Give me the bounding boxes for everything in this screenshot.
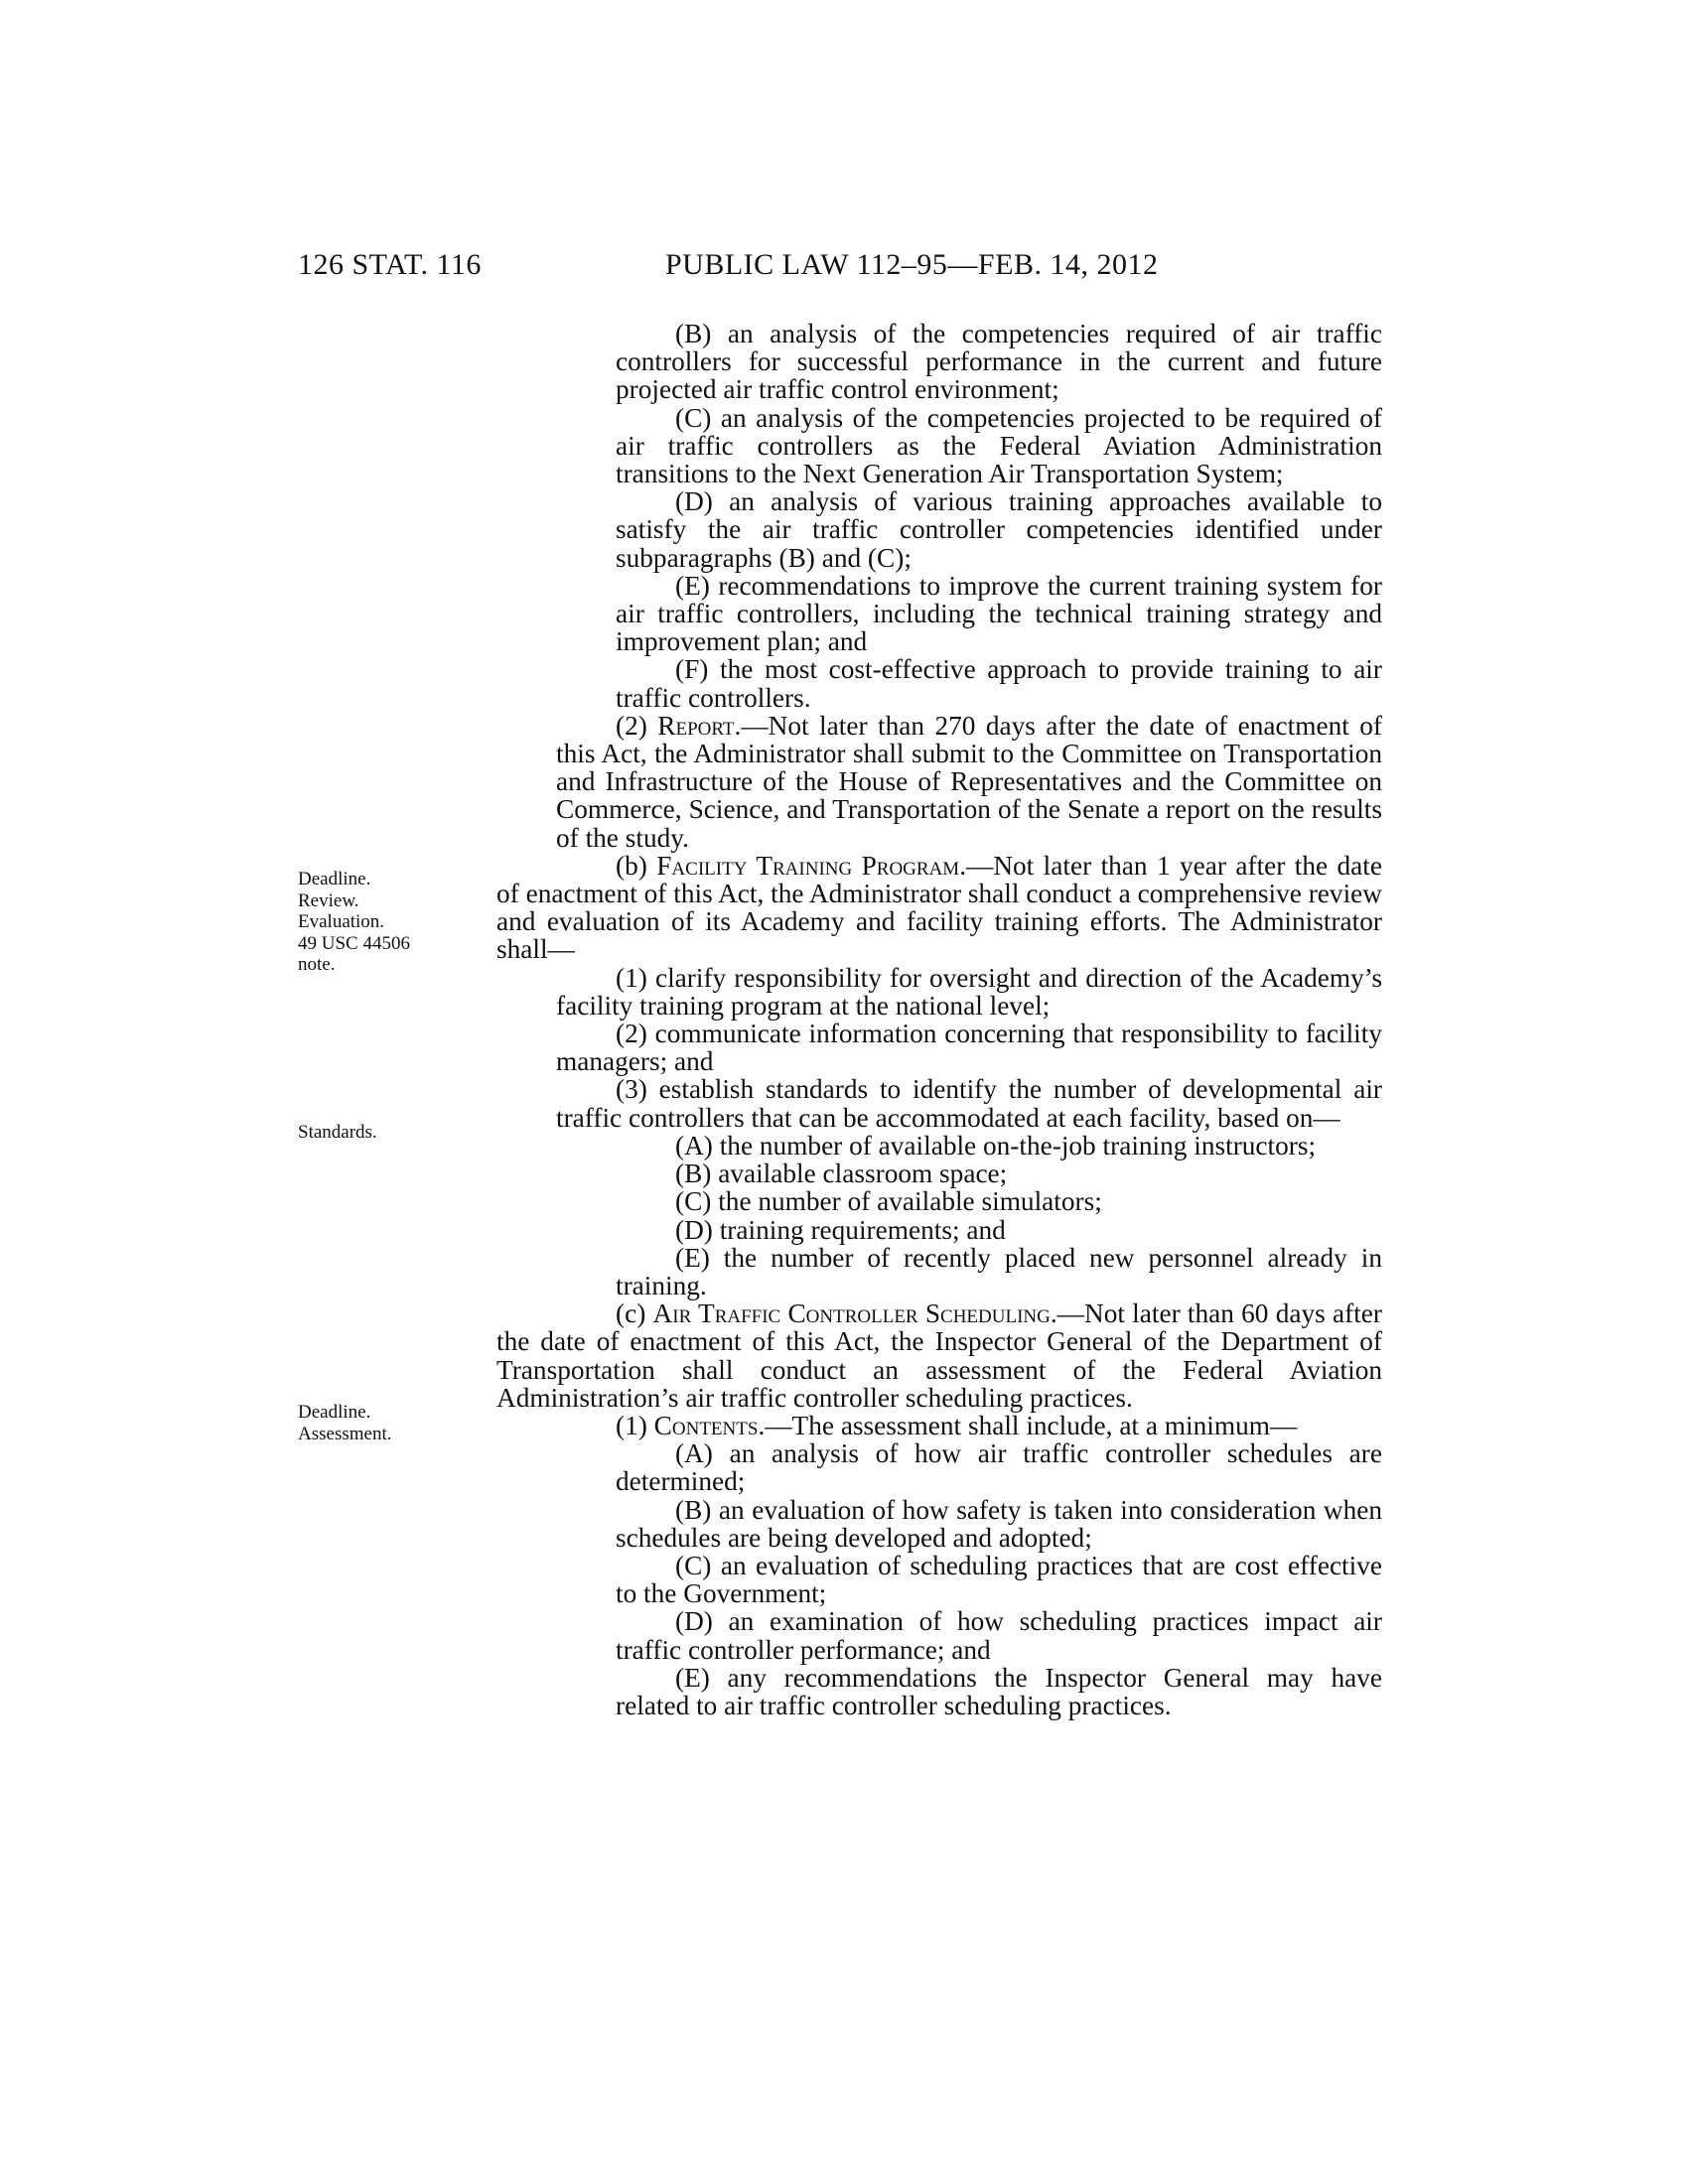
paragraph-b3: (3) establish standards to identify the number of developmental air traffic controllers that can be accommodated at each facility, based on—	[556, 1074, 1382, 1133]
margin-note-deadline-review	[298, 869, 410, 976]
subsection-number: (b)	[616, 850, 647, 881]
margin-note-line: note.	[298, 954, 336, 975]
statute-page-reference: 126 STAT. 116	[298, 248, 482, 281]
subsection-text: .—Not later than 1 year after the date of enactment of this Act, the Administrator shall conduct a comprehensive review and evaluation of its Academy and facility training efforts. The Administrator shall—	[496, 850, 1382, 965]
paragraph-text: .—Not later than 270 days after the date of enactment of this Act, the Administrator shall submit to the Committee on Transportation and Infrastructure of the House of Representatives and the Committee on Commerce, Science, and Transportation of the Senate a report on the results of the study.	[556, 710, 1382, 853]
paragraph-a2-report	[496, 712, 1382, 852]
margin-note-standards	[298, 1122, 377, 1144]
subparagraph-c1-a: (A) an analysis of how air traffic controller schedules are determined;	[616, 1438, 1382, 1497]
subsection-number: (c)	[616, 1298, 646, 1329]
margin-note-line: Review.	[298, 889, 359, 911]
public-law-header: PUBLIC LAW 112–95—FEB. 14, 2012	[665, 248, 1159, 281]
subparagraph-c1-e: (E) any recommendations the Inspector General may have related to air traffic controller scheduling practices.	[616, 1662, 1382, 1720]
paragraph-text: .—The assessment shall include, at a minimum—	[758, 1410, 1298, 1440]
subparagraph-c1-c: (C) an evaluation of scheduling practices that are cost effective to the Government;	[616, 1550, 1382, 1609]
subparagraph-c1-d: (D) an examination of how scheduling practices impact air traffic controller performance; and	[616, 1606, 1382, 1665]
margin-note-line: Deadline.	[298, 869, 371, 889]
paragraph-c1-contents	[496, 1412, 1382, 1439]
margin-note-line: Assessment.	[298, 1423, 392, 1444]
paragraph-heading: Contents	[653, 1410, 759, 1440]
subparagraph-b3-d: (D) training requirements; and	[675, 1214, 1006, 1245]
paragraph-b1: (1) clarify responsibility for oversight and direction of the Academy’s facility training program at the national level;	[556, 962, 1382, 1021]
paragraph-b2: (2) communicate information concerning that responsibility to facility managers; and	[556, 1019, 1382, 1077]
subparagraph-b3-c: (C) the number of available simulators;	[675, 1186, 1102, 1217]
subsection-text: .—Not later than 60 days after the date of enactment of this Act, the Inspector General of the Department of Transportation shall conduct an assessment of the Federal Aviation Administration’s air traffic controller scheduling practices.	[496, 1298, 1382, 1413]
subparagraph-c1-b: (B) an evaluation of how safety is taken into consideration when schedules are being developed and adopted;	[616, 1494, 1382, 1553]
paragraph-heading: Report	[657, 710, 735, 741]
subsection-c-scheduling	[496, 1299, 1382, 1412]
subparagraph-b3-e: (E) the number of recently placed new personnel already in training.	[616, 1242, 1382, 1300]
margin-note-deadline-assessment	[298, 1402, 391, 1444]
subparagraph-b3-b: (B) available classroom space;	[675, 1159, 1008, 1189]
margin-note-line: Deadline.	[298, 1402, 371, 1423]
paragraph-number: (2)	[616, 710, 647, 741]
subparagraph-a1-b: (B) an analysis of the competencies required of air traffic controllers for successful performance in the current and future projected air traffic control environment;	[616, 319, 1382, 405]
subsection-heading: Facility Training Program	[656, 850, 960, 881]
margin-note-line: Evaluation.	[298, 911, 385, 932]
subparagraph-a1-e: (E) recommendations to improve the current training system for air traffic controllers, including the technical training strategy and improvement plan; and	[616, 570, 1382, 657]
subparagraph-a1-f: (F) the most cost-effective approach to provide training to air traffic controllers.	[616, 654, 1382, 713]
subparagraph-b3-a: (A) the number of available on-the-job training instructors;	[675, 1130, 1317, 1160]
subsection-b-facility-training	[496, 852, 1382, 964]
margin-note-line: Standards.	[298, 1122, 377, 1143]
margin-note-line: 49 USC 44506	[298, 932, 410, 954]
subparagraph-a1-c: (C) an analysis of the competencies projected to be required of air traffic controllers as the Federal Aviation Administration transitions to the Next Generation Air Transportation System;	[616, 402, 1382, 489]
subparagraph-a1-d: (D) an analysis of various training approaches available to satisfy the air traffic controller competencies identified under subparagraphs (B) and (C);	[616, 486, 1382, 573]
body-text	[496, 320, 1382, 1719]
subsection-heading: Air Traffic Controller Scheduling	[652, 1298, 1051, 1329]
paragraph-number: (1)	[616, 1410, 647, 1440]
